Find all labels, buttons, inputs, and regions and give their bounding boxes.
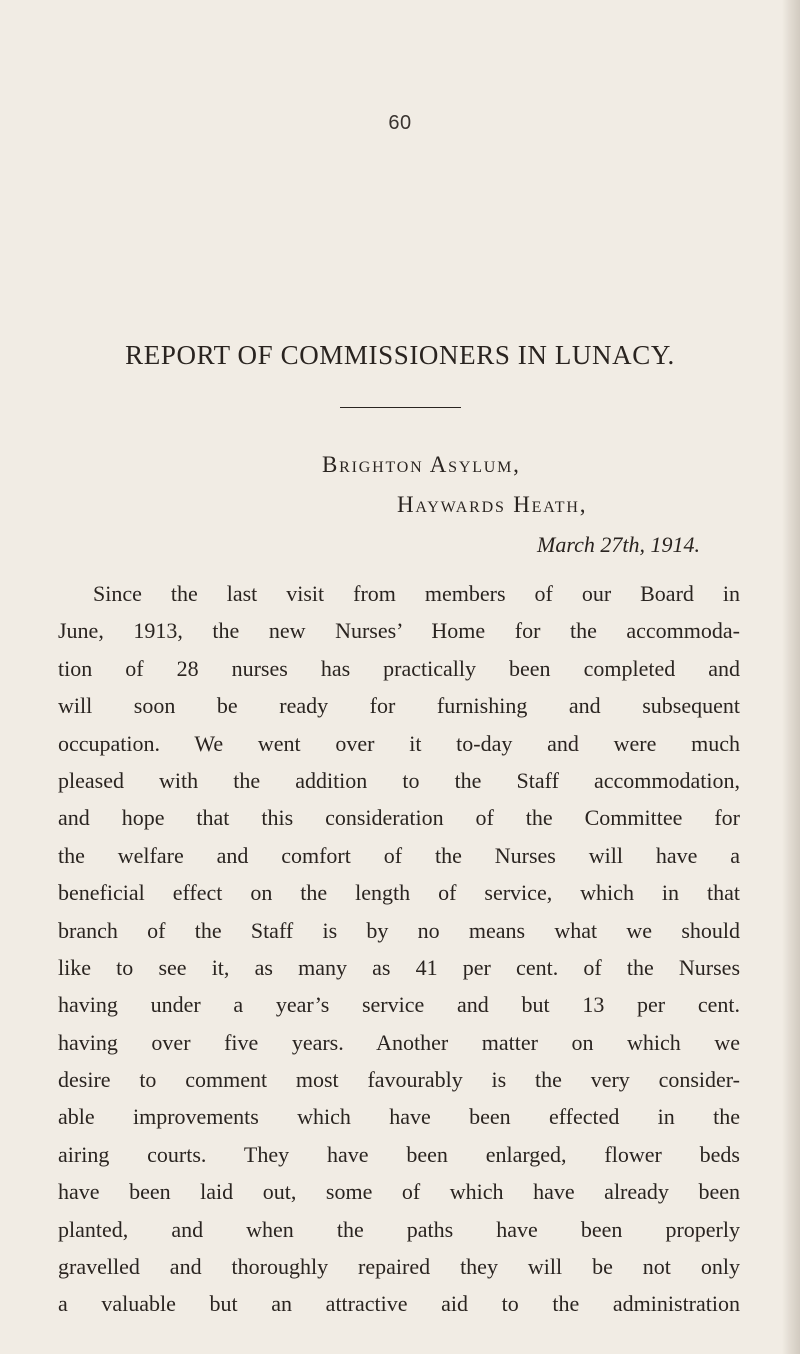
body-line: June, 1913, the new Nurses’ Home for the accommoda- bbox=[58, 618, 740, 644]
body-line: having over five years. Another matter on which we bbox=[58, 1029, 740, 1055]
body-line: and hope that this consideration of the Committee for bbox=[58, 805, 740, 831]
body-line: planted, and when the paths have been properly bbox=[58, 1216, 740, 1242]
location-line-2: Haywards Heath, bbox=[397, 492, 588, 517]
body-line: tion of 28 nurses has practically been completed and bbox=[58, 655, 740, 681]
body-line: branch of the Staff is by no means what we should bbox=[58, 917, 740, 943]
body-line: pleased with the addition to the Staff accommodation, bbox=[58, 767, 740, 793]
body-line: like to see it, as many as 41 per cent. of the Nurses bbox=[58, 954, 740, 980]
body-line: Since the last visit from members of our Board in bbox=[93, 581, 740, 606]
body-line: able improvements which have been effected in the bbox=[58, 1104, 740, 1130]
body-line: will soon be ready for furnishing and subsequent bbox=[58, 693, 740, 719]
body-line: the welfare and comfort of the Nurses will have a bbox=[58, 842, 740, 868]
location-line-1: Brighton Asylum, bbox=[322, 452, 521, 477]
body-line: airing courts. They have been enlarged, flower beds bbox=[58, 1141, 740, 1167]
body-line: a valuable but an attractive aid to the administration bbox=[58, 1291, 740, 1317]
page-number: 60 bbox=[388, 112, 412, 134]
body-line: have been laid out, some of which have already been bbox=[58, 1179, 740, 1205]
body-line: desire to comment most favourably is the very consider- bbox=[58, 1067, 740, 1093]
report-body bbox=[58, 575, 740, 1323]
report-date: March 27th, 1914. bbox=[537, 532, 700, 557]
body-line: gravelled and thoroughly repaired they will be not only bbox=[58, 1254, 740, 1280]
report-title: REPORT OF COMMISSIONERS IN LUNACY. bbox=[125, 340, 675, 370]
body-line: occupation. We went over it to-day and were much bbox=[58, 730, 740, 756]
title-rule bbox=[340, 407, 461, 408]
body-line: having under a year’s service and but 13 per cent. bbox=[58, 992, 740, 1018]
body-line: beneficial effect on the length of service, which in that bbox=[58, 880, 740, 906]
